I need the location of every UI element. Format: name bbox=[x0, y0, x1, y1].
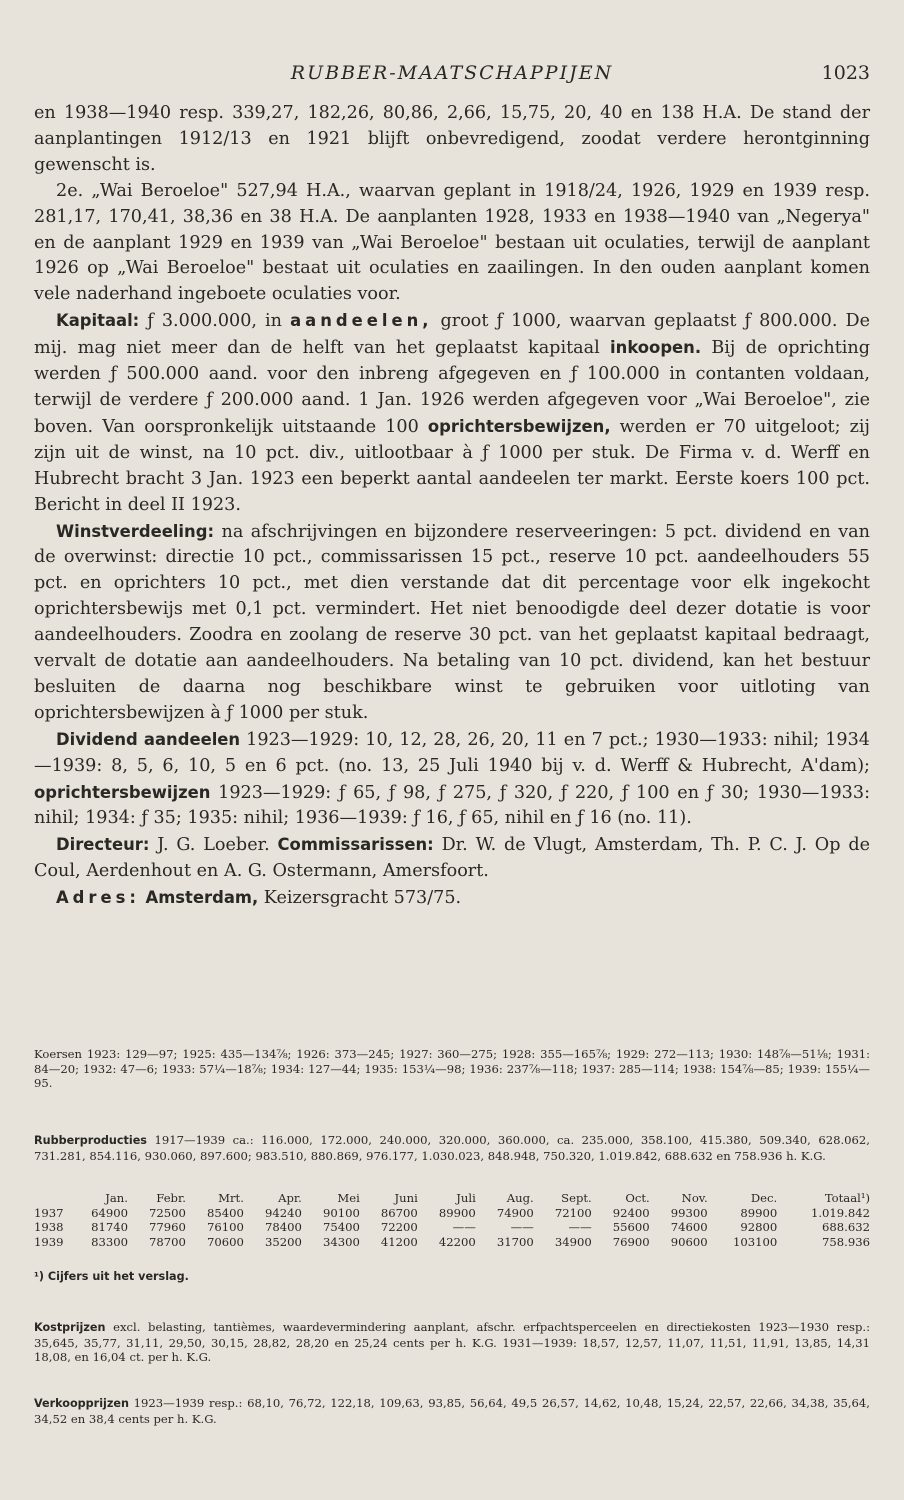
table-cell: 35200 bbox=[264, 1234, 302, 1249]
table-cell: 72200 bbox=[380, 1220, 418, 1235]
dividend-label: Dividend aandeelen bbox=[56, 729, 241, 749]
adres-label: Adres: bbox=[56, 888, 140, 908]
table-header-cell: Sept. bbox=[561, 1191, 592, 1205]
table-cell: 41200 bbox=[380, 1234, 418, 1249]
table-cell: 758.936 bbox=[822, 1234, 870, 1249]
table-row bbox=[34, 1220, 870, 1235]
adres-city: Amsterdam, bbox=[145, 888, 259, 908]
directeur-text: J. G. Loeber. bbox=[149, 835, 278, 856]
commissarissen-text: Dr. W. de Vlugt, Amsterdam, Th. P. C. J. Op de Coul, Aerdenhout en A. G. Ostermann, Amersfoort. bbox=[34, 835, 871, 882]
table-header-cell: Juni bbox=[394, 1191, 418, 1205]
adres-text: Keizersgracht 573/75. bbox=[258, 888, 462, 909]
table-cell: 76900 bbox=[612, 1234, 650, 1249]
table-header-cell: Mrt. bbox=[218, 1191, 244, 1205]
table-cell: 103100 bbox=[732, 1234, 778, 1249]
table-cell: 34300 bbox=[322, 1234, 360, 1249]
oprichtersbewijzen-label: oprichtersbewijzen bbox=[34, 782, 211, 802]
paragraph-kapitaal bbox=[34, 308, 870, 518]
kapitaal-text: Bij de oprichting werden ƒ 500.000 aand. voor den inbreng afgegeven en ƒ 100.000 in contanten voldaan, terwijl de verdere ƒ 200.000 aand. 1 Jan. 1926 werden afgegeven voor „Wai Beroeloe", zie boven. Van oorspronkelijk uitstaande 100 bbox=[34, 338, 870, 437]
table-header-cell: Juli bbox=[456, 1191, 476, 1205]
table-header-cell: Jan. bbox=[105, 1191, 128, 1205]
table-row bbox=[34, 1206, 870, 1221]
kapitaal-oprichtersbewijzen: oprichtersbewijzen, bbox=[427, 416, 611, 436]
rubber-block bbox=[34, 1133, 870, 1163]
kapitaal-label: Kapitaal: bbox=[56, 311, 140, 331]
table-header-cell: Mei bbox=[337, 1191, 360, 1205]
table-cell: 78400 bbox=[264, 1220, 302, 1235]
paragraph-text: en 1938—1940 resp. 339,27, 182,26, 80,86, 2,66, 15,75, 20, 40 en 138 H.A. De stand der aanplantingen 1912/13 en 1921 blijft onbevredigend, zoodat verdere herontginning gewenscht is. bbox=[34, 103, 870, 175]
table-cell: 1937 bbox=[34, 1205, 64, 1220]
commissarissen-label: Commissarissen: bbox=[277, 835, 434, 855]
table-header-cell: Nov. bbox=[681, 1191, 708, 1205]
table-cell: 75400 bbox=[322, 1220, 360, 1235]
dividend-text: 1923—1929: 10, 12, 28, 26, 20, 11 en 7 pct.; 1930—1933: nihil; 1934—1939: 8, 5, 6, 10, 5 en 6 pct. (no. 13, 25 Juli 1940 bij v. d. Werff & Hubrecht, A'dam); bbox=[34, 729, 870, 776]
main-text bbox=[34, 101, 870, 912]
table-header-cell: Aug. bbox=[506, 1191, 534, 1205]
table-cell: —— bbox=[510, 1220, 534, 1235]
paragraph-wai-beroeloe bbox=[34, 179, 870, 309]
table-cell: 34900 bbox=[554, 1234, 592, 1249]
kapitaal-text: groot ƒ 1000, waarvan geplaatst ƒ 800.000. De mij. mag niet meer dan de helft van het geplaatst kapitaal bbox=[34, 311, 870, 359]
table-cell: 74900 bbox=[496, 1205, 534, 1220]
table-cell: 90600 bbox=[670, 1234, 708, 1249]
table-cell: 86700 bbox=[380, 1205, 418, 1220]
table-cell: 94240 bbox=[264, 1205, 302, 1220]
table-cell: 76100 bbox=[207, 1220, 244, 1235]
table-cell: 92400 bbox=[612, 1205, 650, 1220]
table-cell: 78700 bbox=[149, 1234, 186, 1249]
winstverdeeling-text: na afschrijvingen en bijzondere reserveeringen: 5 pct. dividend en van de overwinst: directie 10 pct., commissarissen 15 pct., reserve 10 pct. aandeelhouders 55 pct. en oprichters 10 pct., met dien verstande dat dit percentage voor elk ingekocht oprichtersbewijs met 0,1 pct. vermindert. Het niet benoodigde deel dezer dotatie is voor aandeelhouders. Zoodra en zoolang de reserve 30 pct. van het geplaatst kapitaal bedraagt, vervalt de dotatie aan aandeelhouders. Na betaling van 10 pct. dividend, kan het bestuur besluiten de daarna nog beschikbare winst te gebruiken voor uitloting van oprichtersbewijzen à ƒ 1000 per stuk. bbox=[34, 521, 870, 723]
kostprijzen-block bbox=[34, 1320, 870, 1365]
table-cell: 70600 bbox=[207, 1234, 244, 1249]
table-cell: 89900 bbox=[438, 1205, 476, 1220]
paragraph-adres bbox=[34, 885, 870, 912]
kapitaal-aandeelen: aandeelen, bbox=[290, 311, 433, 331]
page-header bbox=[34, 60, 870, 90]
table-cell: 85400 bbox=[207, 1205, 244, 1220]
table-header-cell bbox=[34, 1191, 70, 1206]
kapitaal-inkoopen: inkoopen. bbox=[610, 338, 702, 358]
table-cell: 92800 bbox=[740, 1220, 778, 1235]
table-cell: 64900 bbox=[91, 1205, 128, 1220]
table-cell: 90100 bbox=[322, 1205, 360, 1220]
paragraph-text: 2e. „Wai Beroeloe" 527,94 H.A., waarvan geplant in 1918/24, 1926, 1929 en 1939 resp. 281,17, 170,41, 38,36 en 38 H.A. De aanplanten 1928, 1933 en 1938—1940 van „Negerya" en de aanplant 1929 en 1939 van „Wai Beroeloe" bestaan uit oculaties, terwijl de aanplant 1926 op „Wai Beroeloe" bestaat uit oculaties en zaailingen. In den ouden aanplant komen vele naderhand ingeboete oculaties voor. bbox=[34, 180, 870, 305]
table-cell: 31700 bbox=[496, 1234, 534, 1249]
koersen-label: Koersen bbox=[34, 1047, 83, 1061]
table-cell: 77960 bbox=[149, 1220, 186, 1235]
table-cell: 74600 bbox=[670, 1220, 708, 1235]
rubber-text: 1917—1939 ca.: 116.000, 172.000, 240.000, 320.000, 360.000, ca. 235.000, 358.100, 415.380, 509.340, 628.062, 731.281, 854.116, 930.060, 897.600; 983.510, 880.869, 976.177, 1.030.023, 848.948, 750.320, 1.019.842, 688.632 en 758.936 h. K.G. bbox=[34, 1133, 870, 1163]
table-header-cell: Febr. bbox=[156, 1191, 186, 1205]
table-cell: 688.632 bbox=[822, 1220, 870, 1235]
table-cell: 99300 bbox=[670, 1205, 708, 1220]
page-number: 1023 bbox=[821, 62, 870, 84]
verkoopprijzen-text: 1923—1939 resp.: 68,10, 76,72, 122,18, 109,63, 93,85, 56,64, 49,5 26,57, 14,62, 10,48, 15,24, 22,57, 22,66, 34,38, 35,64, 34,52 en 38,4 cents per h. K.G. bbox=[34, 1396, 870, 1426]
koersen-text: 1923: 129—97; 1925: 435—134⅞; 1926: 373—245; 1927: 360—275; 1928: 355—165⅞; 1929: 272—113; 1930: 148⅞—51⅛; 1931: 84—20; 1932: 47—6; 1933: 57¼—18⅞; 1934: 127—44; 1935: 153¼—98; 1936: 237⅞—118; 1937: 285—114; 1938: 154⅞—85; 1939: 155¼—95. bbox=[34, 1047, 870, 1091]
verkoopprijzen-block bbox=[34, 1396, 870, 1426]
kapitaal-text: ƒ 3.000.000, in bbox=[139, 311, 291, 332]
table-cell: 89900 bbox=[740, 1205, 778, 1220]
table-cell: 1.019.842 bbox=[810, 1205, 870, 1220]
table-cell: 1938 bbox=[34, 1220, 64, 1235]
koersen-block bbox=[34, 1047, 870, 1091]
kapitaal-text: werden er 70 uitgeloot; zij zijn uit de winst, na 10 pct. div., uitlootbaar à ƒ 1000 per stuk. De Firma v. d. Werff en Hubrecht bracht 3 Jan. 1923 een beperkt aantal aandeelen ter markt. Eerste koers 100 pct. Bericht in deel II 1923. bbox=[34, 416, 870, 515]
kostprijzen-text: excl. belasting, tantièmes, waardevermindering aanplant, afschr. erfpachtsperceelen en directiekosten 1923—1930 resp.: 35,645, 35,77, 31,11, 29,50, 30,15, 28,82, 28,20 en 25,24 cents per h. K.G. 1931—1939: 18,57, 12,57, 11,07, 11,51, 11,91, 13,85, 14,31 18,08, en 16,04 ct. per h. K.G. bbox=[34, 1320, 870, 1365]
table-cell: 81740 bbox=[91, 1220, 128, 1235]
paragraph-winstverdeeling bbox=[34, 519, 870, 727]
table-cell: 42200 bbox=[438, 1234, 476, 1249]
table-cell: 83300 bbox=[91, 1234, 128, 1249]
rubber-label: Rubberproducties bbox=[34, 1134, 147, 1147]
paragraph-directie bbox=[34, 832, 870, 885]
winstverdeeling-label: Winstverdeeling: bbox=[56, 521, 214, 541]
rubber-production-table bbox=[34, 1191, 870, 1249]
verkoopprijzen-label: Verkoopprijzen bbox=[34, 1397, 129, 1410]
table-cell: 72500 bbox=[149, 1205, 186, 1220]
table-row bbox=[34, 1235, 870, 1250]
table-header-cell: Dec. bbox=[750, 1191, 778, 1205]
running-title: RUBBER-MAATSCHAPPIJEN bbox=[290, 62, 614, 84]
table-header-cell: Apr. bbox=[278, 1191, 302, 1205]
paragraph-aanplant-1 bbox=[34, 101, 870, 179]
table-header-row bbox=[34, 1191, 870, 1206]
table-header-cell: Totaal¹) bbox=[824, 1191, 870, 1205]
directeur-label: Directeur: bbox=[56, 835, 150, 855]
dividend-text: 1923—1929: ƒ 65, ƒ 98, ƒ 275, ƒ 320, ƒ 220, ƒ 100 en ƒ 30; 1930—1933: nihil; 1934: ƒ 35; 1935: nihil; 1936—1939: ƒ 16, ƒ 65, nihil en ƒ 16 (no. 11). bbox=[34, 782, 870, 829]
paragraph-dividend bbox=[34, 727, 870, 833]
table-cell: —— bbox=[452, 1220, 476, 1235]
table-cell: —— bbox=[568, 1220, 592, 1235]
table-footnote: ¹) Cijfers uit het verslag. bbox=[34, 1270, 189, 1283]
table-header-cell: Oct. bbox=[625, 1191, 650, 1205]
table-cell: 55600 bbox=[612, 1220, 650, 1235]
table-cell: 72100 bbox=[554, 1205, 592, 1220]
kostprijzen-label: Kostprijzen bbox=[34, 1321, 106, 1334]
table-cell: 1939 bbox=[34, 1234, 64, 1249]
